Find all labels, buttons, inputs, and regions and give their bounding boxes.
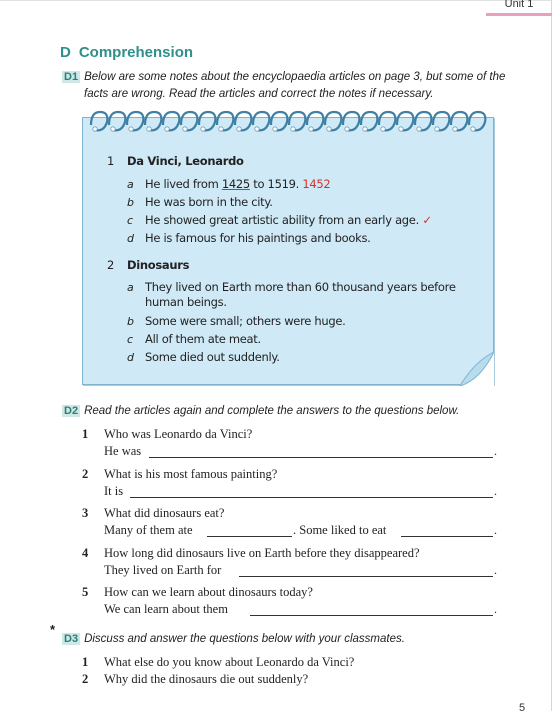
d1-tag: D1: [64, 71, 79, 83]
page-curl-icon: [460, 352, 494, 386]
question-number: 3: [82, 506, 89, 520]
answer-end-dot: .: [494, 523, 497, 537]
question-text: How long did dinosaurs live on Earth before they disappeared?: [104, 546, 420, 560]
d3-tag: D3: [64, 633, 79, 645]
answer-prompt: Many of them ate: [104, 523, 193, 537]
d1-instruction: D1 Below are some notes about the encyclopaedia articles on page 3, but some of the: [64, 71, 506, 83]
answer-blank[interactable]: [207, 536, 292, 537]
answer-prompt: It is: [104, 484, 124, 498]
answer-blank[interactable]: [149, 457, 493, 458]
question-number: 5: [82, 585, 89, 599]
discussion-question: What else do you know about Leonardo da Vinci?: [104, 655, 355, 669]
answer-blank[interactable]: [401, 536, 493, 537]
note-item: He is famous for his paintings and books.: [145, 231, 371, 245]
answer-end-dot: .: [494, 602, 497, 616]
answer-blank[interactable]: [130, 497, 493, 498]
answer-prompt: We can learn about them: [104, 602, 228, 616]
section-name: Comprehension: [78, 44, 194, 61]
note-item-letter: b: [127, 196, 134, 209]
answer-blank[interactable]: [239, 576, 493, 577]
d3-instruction: D3 Discuss and answer the questions below with your classmates.: [64, 633, 405, 645]
page-number: 5: [519, 702, 526, 714]
page-right-border: [551, 0, 552, 711]
d2-instruction: D2 Read the articles again and complete the answers to the questions below.: [64, 405, 460, 417]
question-text: Who was Leonardo da Vinci?: [104, 427, 253, 441]
note-item-letter: d: [127, 351, 134, 364]
note-item: He was born in the city.: [145, 195, 273, 209]
question-text: How can we learn about dinosaurs today?: [104, 585, 313, 599]
d2-tag: D2: [64, 405, 79, 417]
checkmark-icon: ✓: [422, 213, 432, 227]
answer-blank[interactable]: [250, 615, 493, 616]
note-topic-title: Dinosaurs: [127, 258, 190, 272]
note-item: They lived on Earth more than 60 thousand years before: [145, 280, 456, 294]
answer-end-dot: .: [494, 563, 497, 577]
note-topic-number: 1: [107, 154, 115, 168]
note-item: He lived from 1425 to 1519. 1452: [145, 177, 331, 191]
discussion-question: Why did the dinosaurs die out suddenly?: [104, 672, 309, 686]
answer-prompt: He was: [104, 444, 142, 458]
question-number: 2: [82, 467, 89, 481]
section-title: [60, 44, 193, 61]
note-item-letter: c: [127, 333, 134, 346]
section-letter: D: [60, 44, 71, 61]
question-number: 2: [82, 672, 89, 686]
question-text: What is his most famous painting?: [104, 467, 278, 481]
note-topic-number: 2: [107, 258, 115, 272]
note-item-letter: a: [127, 178, 134, 191]
question-number: 1: [82, 655, 89, 669]
note-item-continued: human beings.: [145, 295, 227, 309]
question-text: What did dinosaurs eat?: [104, 506, 225, 520]
d1-instruction-line2: facts are wrong. Read the articles and correct the notes if necessary.: [84, 88, 434, 100]
spiral-binding-icon: [85, 107, 495, 135]
page-top-border: [0, 0, 552, 1]
note-topic-title: Da Vinci, Leonardo: [127, 154, 244, 168]
note-item: Some died out suddenly.: [145, 350, 280, 364]
note-item-letter: a: [127, 281, 134, 294]
note-item: Some were small; others were huge.: [145, 314, 346, 328]
answer-prompt-continued: . Some liked to eat: [293, 523, 387, 537]
note-item: He showed great artistic ability from an early age. ✓: [145, 213, 432, 227]
note-item-letter: b: [127, 315, 134, 328]
note-item-letter: c: [127, 214, 134, 227]
note-item-letter: d: [127, 232, 134, 245]
question-number: 4: [82, 546, 89, 560]
note-item: All of them ate meat.: [145, 332, 261, 346]
unit-tab: Unit 1: [486, 0, 552, 16]
correction-text: 1452: [302, 177, 331, 191]
star-icon: *: [50, 622, 56, 637]
wrong-fact: 1425: [221, 177, 250, 191]
answer-end-dot: .: [494, 484, 497, 498]
answer-prompt: They lived on Earth for: [104, 563, 222, 577]
answer-end-dot: .: [494, 444, 497, 458]
question-number: 1: [82, 427, 89, 441]
